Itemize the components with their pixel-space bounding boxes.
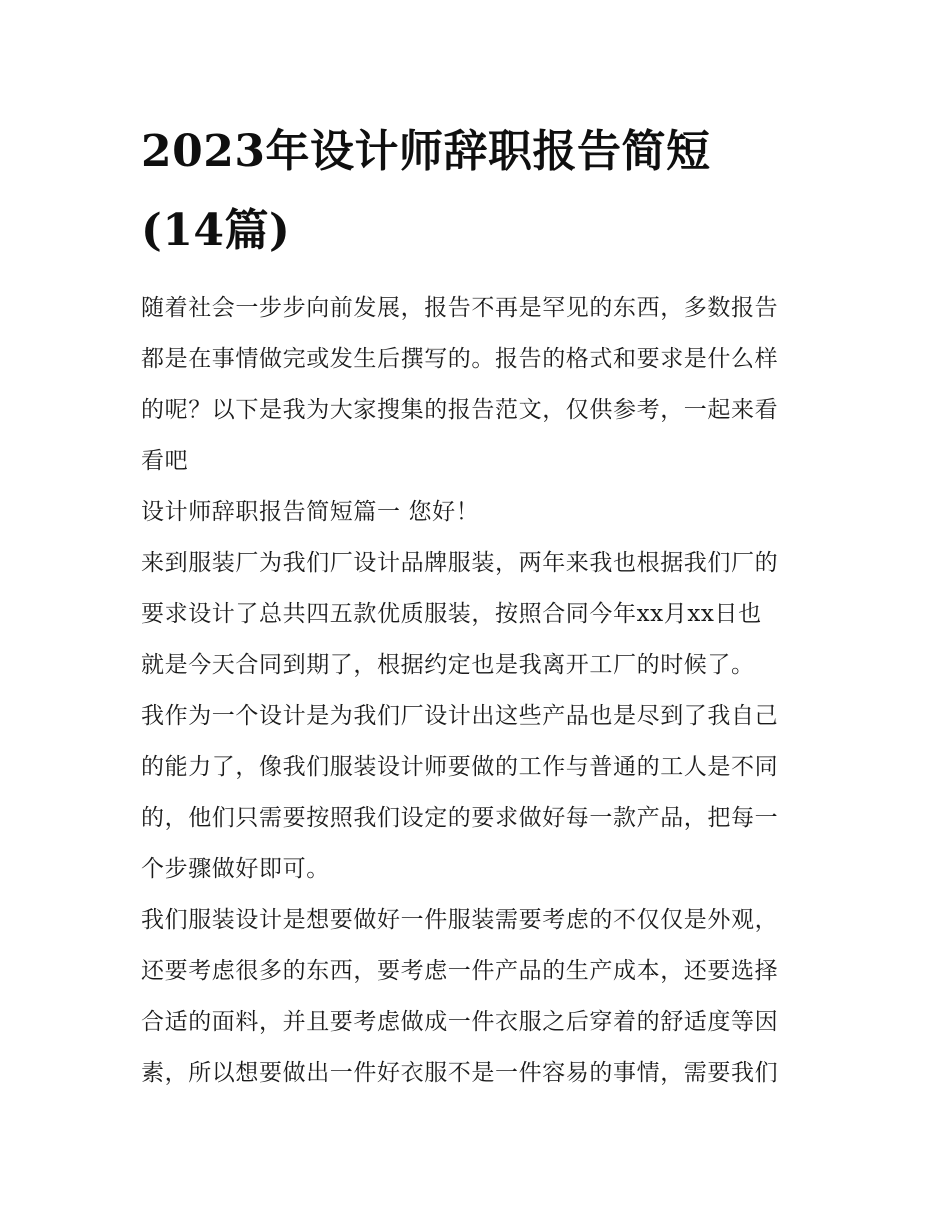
text-line: 随着社会一步步向前发展，报告不再是罕见的东西，多数报告 — [141, 295, 779, 321]
text-line: 看吧 — [141, 448, 189, 474]
text-line: 我们服装设计是想要做好一件服装需要考虑的不仅仅是外观， — [141, 907, 779, 933]
text-line: 素，所以想要做出一件好衣服不是一件容易的事情，需要我们 — [141, 1060, 779, 1086]
body-paragraph — [141, 691, 813, 895]
text-line: 来到服装厂为我们厂设计品牌服装，两年来我也根据我们厂的 — [141, 550, 779, 576]
text-line: 个步骤做好即可。 — [141, 856, 330, 882]
body-paragraph — [141, 538, 813, 691]
text-line: 设计师辞职报告简短篇一 您好！ — [141, 499, 480, 525]
intro-paragraph — [141, 283, 813, 487]
body-paragraph — [141, 895, 813, 1099]
text-line: 我作为一个设计是为我们厂设计出这些产品也是尽到了我自己 — [141, 703, 779, 729]
text-line: 合适的面料，并且要考虑做成一件衣服之后穿着的舒适度等因 — [141, 1009, 779, 1035]
title-line: 2023年设计师辞职报告简短 — [141, 126, 711, 177]
text-line: 都是在事情做完或发生后撰写的。报告的格式和要求是什么样 — [141, 346, 779, 372]
text-line: 的，他们只需要按照我们设定的要求做好每一款产品，把每一 — [141, 805, 779, 831]
text-line: 的呢？以下是我为大家搜集的报告范文，仅供参考，一起来看 — [141, 397, 779, 423]
text-line: 要求设计了总共四五款优质服装，按照合同今年xx月xx日也 — [141, 601, 762, 627]
title-line: (14篇) — [141, 205, 291, 256]
document-title — [141, 112, 813, 270]
document-body — [141, 112, 813, 1099]
text-line: 还要考虑很多的东西，要考虑一件产品的生产成本，还要选择 — [141, 958, 779, 984]
section-heading — [141, 487, 813, 538]
text-line: 就是今天合同到期了，根据约定也是我离开工厂的时候了。 — [141, 652, 755, 678]
text-line: 的能力了，像我们服装设计师要做的工作与普通的工人是不同 — [141, 754, 779, 780]
